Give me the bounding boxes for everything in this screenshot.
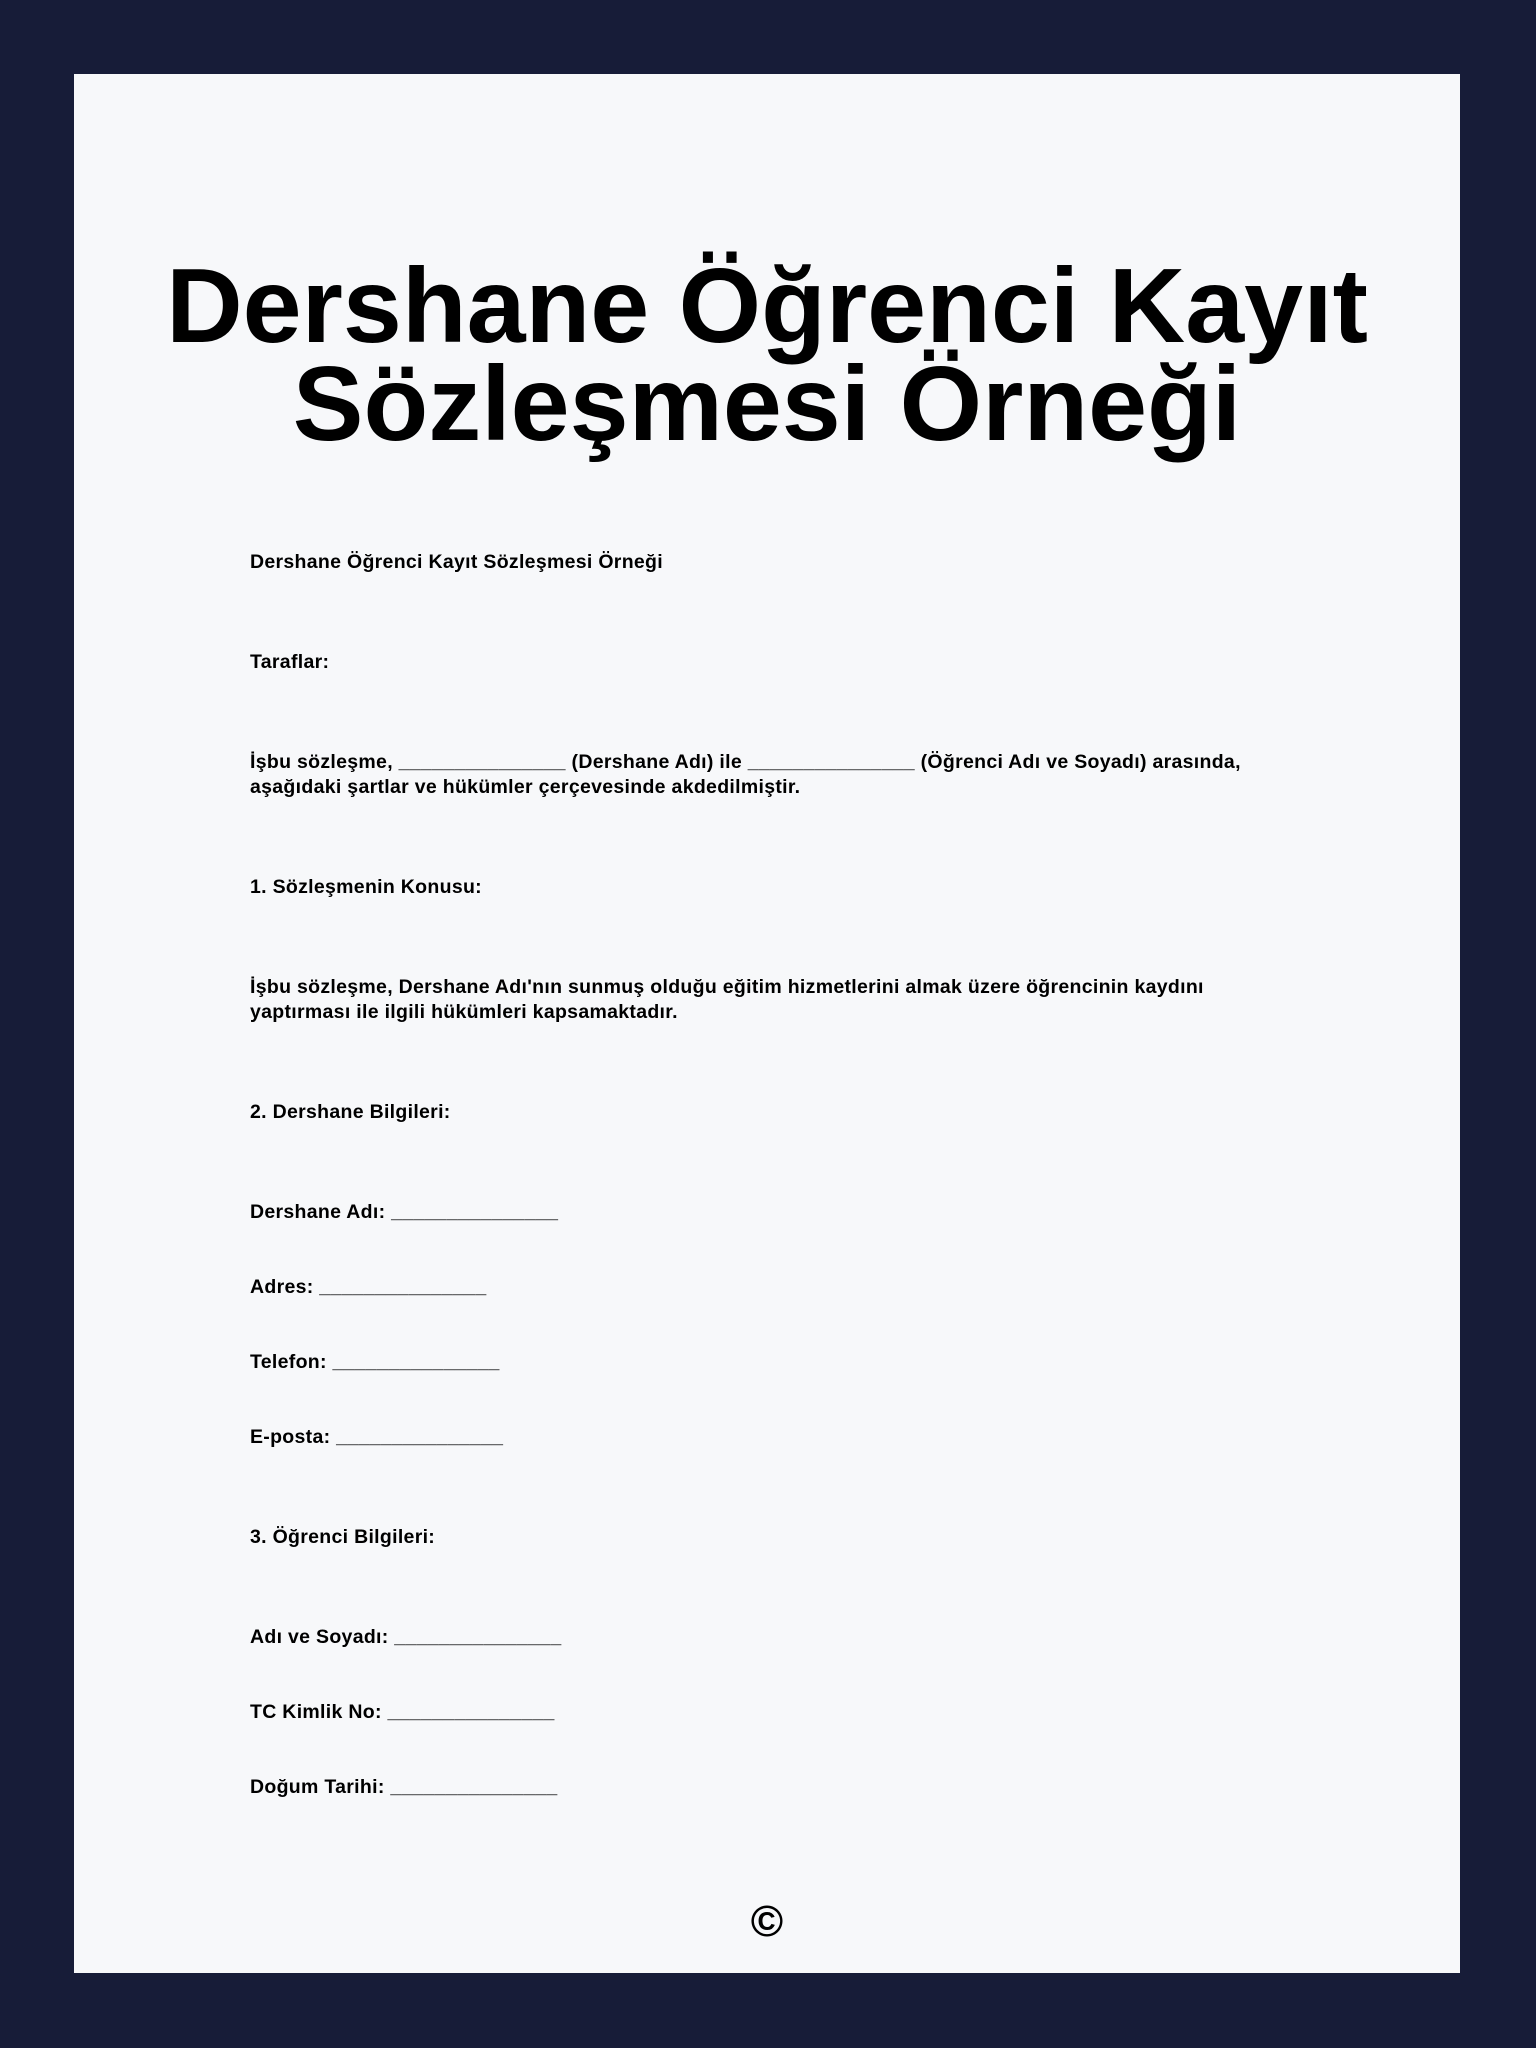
document-page xyxy=(74,74,1460,1973)
section-2-heading: 2. Dershane Bilgileri: xyxy=(250,1101,451,1123)
field-tc-kimlik: TC Kimlik No: _______________ xyxy=(250,1701,555,1723)
section-1-paragraph: İşbu sözleşme, Dershane Adı'nın sunmuş olduğu eğitim hizmetlerini almak üzere öğrencinin kaydını yaptırması ile ilgili hükümleri kapsamaktadır. xyxy=(250,976,1204,1023)
copyright-icon: © xyxy=(750,1897,784,1946)
field-telefon: Telefon: _______________ xyxy=(250,1351,500,1373)
document-subtitle: Dershane Öğrenci Kayıt Sözleşmesi Örneği xyxy=(250,551,663,573)
title-line-2: Sözleşmesi Örneği xyxy=(292,345,1242,463)
field-dogum-tarihi: Doğum Tarihi: _______________ xyxy=(250,1776,558,1798)
section-1-heading: 1. Sözleşmenin Konusu: xyxy=(250,876,482,898)
field-dershane-adi: Dershane Adı: _______________ xyxy=(250,1201,559,1223)
field-adres: Adres: _______________ xyxy=(250,1276,487,1298)
document-title xyxy=(74,247,1460,463)
title-line-1: Dershane Öğrenci Kayıt xyxy=(166,247,1368,365)
section-3-heading: 3. Öğrenci Bilgileri: xyxy=(250,1526,436,1548)
field-adi-soyadi: Adı ve Soyadı: _______________ xyxy=(250,1626,562,1648)
parties-heading: Taraflar: xyxy=(250,651,330,673)
parties-paragraph: İşbu sözleşme, _______________ (Dershane Adı) ile _______________ (Öğrenci Adı ve Soyadı) arasında, aşağıdaki şartlar ve hükümler çerçevesinde akdedilmiştir. xyxy=(250,751,1241,798)
field-eposta: E-posta: _______________ xyxy=(250,1426,504,1448)
